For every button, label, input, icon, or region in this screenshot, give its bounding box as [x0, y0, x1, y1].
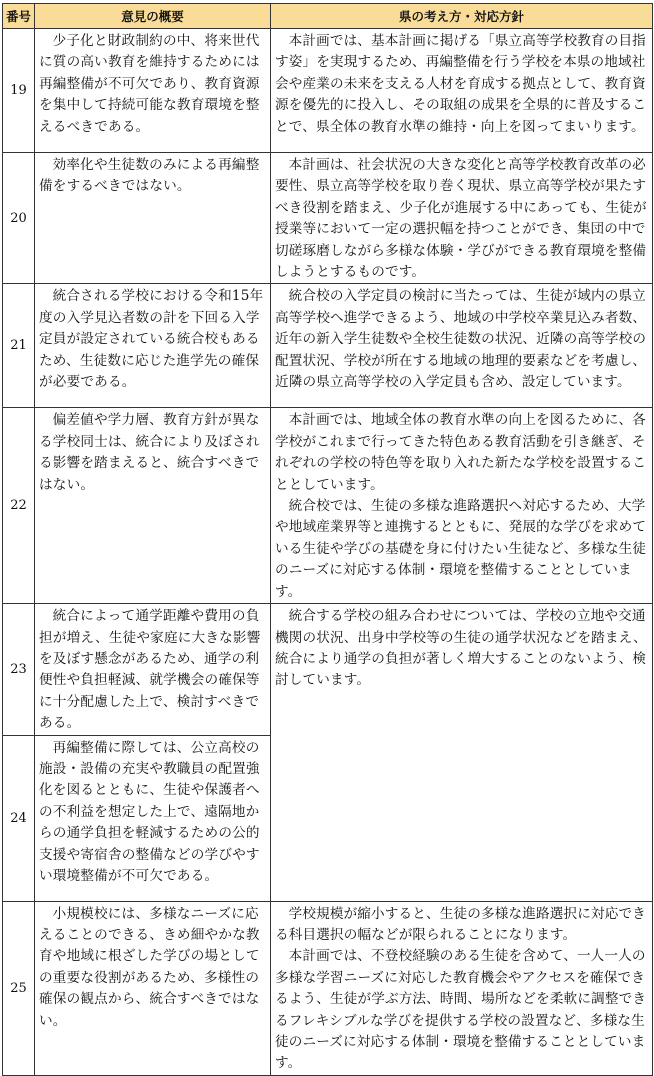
- response-cell: [271, 29, 653, 153]
- opinion-text: 偏差値や学力層、教育方針が異なる学校同士は、統合により及ぼされる影響を踏まえると、統合すべきではない。: [39, 412, 260, 493]
- response-text: 本計画では、不登校経験のある生徒を含めて、一人一人の多様な学習ニーズに対応した教育機会やアクセスを確保できるよう、生徒が学ぶ方法、時間、場所などを柔軟に調整できるフレキシブルな学びを提供する学校の設置など、多様な生徒のニーズに対応する体制・環境を整備することとしています。: [275, 948, 647, 1072]
- opinion-cell: [35, 29, 271, 153]
- table-row: [3, 901, 653, 1075]
- opinion-text: 再編整備に際しては、公立高校の施設・設備の充実や教職員の配置強化を図るとともに、生徒や保護者への不利益を想定した上で、遠隔地からの通学負担を軽減するための公的支援や寄宿舎の整備などの学びやすい環境整備が不可欠である。: [39, 739, 260, 884]
- response-text: 統合校の入学定員の検討に当たっては、生徒が域内の県立高等学校へ進学できるよう、地域の中学校卒業見込み者数、近年の新入学生徒数や全校生徒数の状況、近隣の高等学校の配置状況、学校が所在する地域の地理的要素などを考慮し、近隣の県立高等学校の入学定員も含め、設定しています。: [275, 288, 647, 391]
- response-text: 本計画では、地域全体の教育水準の向上を図るために、各学校がこれまで行ってきた特色ある教育活動を引き継ぎ、それぞれの学校の特色等を取り入れた新たな学校を設置することとしています。: [275, 412, 647, 493]
- response-text: 学校規模が縮小すると、生徒の多様な進路選択に対応できる科目選択の幅などが限られることになります。: [275, 905, 646, 943]
- response-cell: [271, 408, 653, 604]
- header-opinion-summary: 意見の概要: [35, 4, 271, 29]
- opinion-text: 小規模校には、多様なニーズに応えることのできる、きめ細やかな教育や地域に根ざした学びの場としての重要な役割があるため、多様性の確保の観点から、統合すべきではない。: [39, 905, 260, 1029]
- header-prefecture-response: 県の考え方・対応方針: [271, 4, 653, 29]
- response-text: 本計画では、基本計画に掲げる「県立高等学校教育の目指す姿」を実現するため、再編整備を行う学校を本県の地域社会や産業の未来を支える人材を育成する拠点として、教育資源を優先的に投入し、その取組の成果を全県的に普及することで、県全体の教育水準の維持・向上を図ってまいります。: [275, 33, 647, 135]
- table-row: [3, 604, 653, 735]
- table-row: [3, 408, 653, 604]
- response-text: 本計画は、社会状況の大きな変化と高等学校教育改革の必要性、県立高等学校を取り巻く現状、県立高等学校が果たすべき役割を踏まえ、少子化が進展する中にあっても、生徒が授業等において一定の選択幅を持つことができ、集団の中で切磋琢磨しながら多様な体験・学びができる教育環境を整備しようとするものです。: [275, 157, 647, 281]
- opinion-text: 少子化と財政制約の中、将来世代に質の高い教育を維持するためには再編整備が不可欠であり、教育資源を集中して持続可能な教育環境を整えるべきである。: [39, 33, 260, 135]
- row-number: 23: [3, 604, 35, 735]
- table-row: [3, 153, 653, 284]
- table-row: [3, 284, 653, 408]
- row-number: 21: [3, 284, 35, 408]
- opinion-text: 統合される学校における令和15年度の入学見込者数の計を下回る入学定員が設定されている統合校もあるため、生徒数に応じた進学先の確保が必要である。: [39, 288, 264, 391]
- response-cell-shared-23-24: [271, 604, 653, 901]
- header-number: 番号: [3, 4, 35, 29]
- opinion-cell: [35, 604, 271, 735]
- row-number: 24: [3, 735, 35, 901]
- opinion-cell: [35, 153, 271, 284]
- opinion-cell: [35, 901, 271, 1075]
- response-cell: [271, 901, 653, 1075]
- response-cell: [271, 284, 653, 408]
- response-text: 統合する学校の組み合わせについては、学校の立地や交通機関の状況、出身中学校等の生徒の通学状況などを踏まえ、統合により通学の負担が著しく増大することのないよう、検討しています。: [275, 608, 647, 689]
- response-text: 統合校では、生徒の多様な進路選択へ対応するため、大学や地域産業界等と連携するとともに、発展的な学びを求めている生徒や学びの基礎を身に付けたい生徒など、多様な生徒のニーズに対応する体制・環境を整備することとしています。: [275, 498, 647, 600]
- response-cell: [271, 153, 653, 284]
- opinion-response-table: [2, 3, 653, 1076]
- opinion-cell: [35, 735, 271, 901]
- table-row: [3, 29, 653, 153]
- opinion-text: 効率化や生徒数のみによる再編整備をするべきではない。: [39, 157, 260, 195]
- row-number: 20: [3, 153, 35, 284]
- opinion-text: 統合によって通学距離や費用の負担が増え、生徒や家庭に大きな影響を及ぼす懸念があるため、通学の利便性や負担軽減、就学機会の確保等に十分配慮した上で、検討すべきである。: [39, 608, 261, 732]
- row-number: 25: [3, 901, 35, 1075]
- opinion-cell: [35, 408, 271, 604]
- opinion-cell: [35, 284, 271, 408]
- table-header-row: [3, 4, 653, 29]
- row-number: 19: [3, 29, 35, 153]
- row-number: 22: [3, 408, 35, 604]
